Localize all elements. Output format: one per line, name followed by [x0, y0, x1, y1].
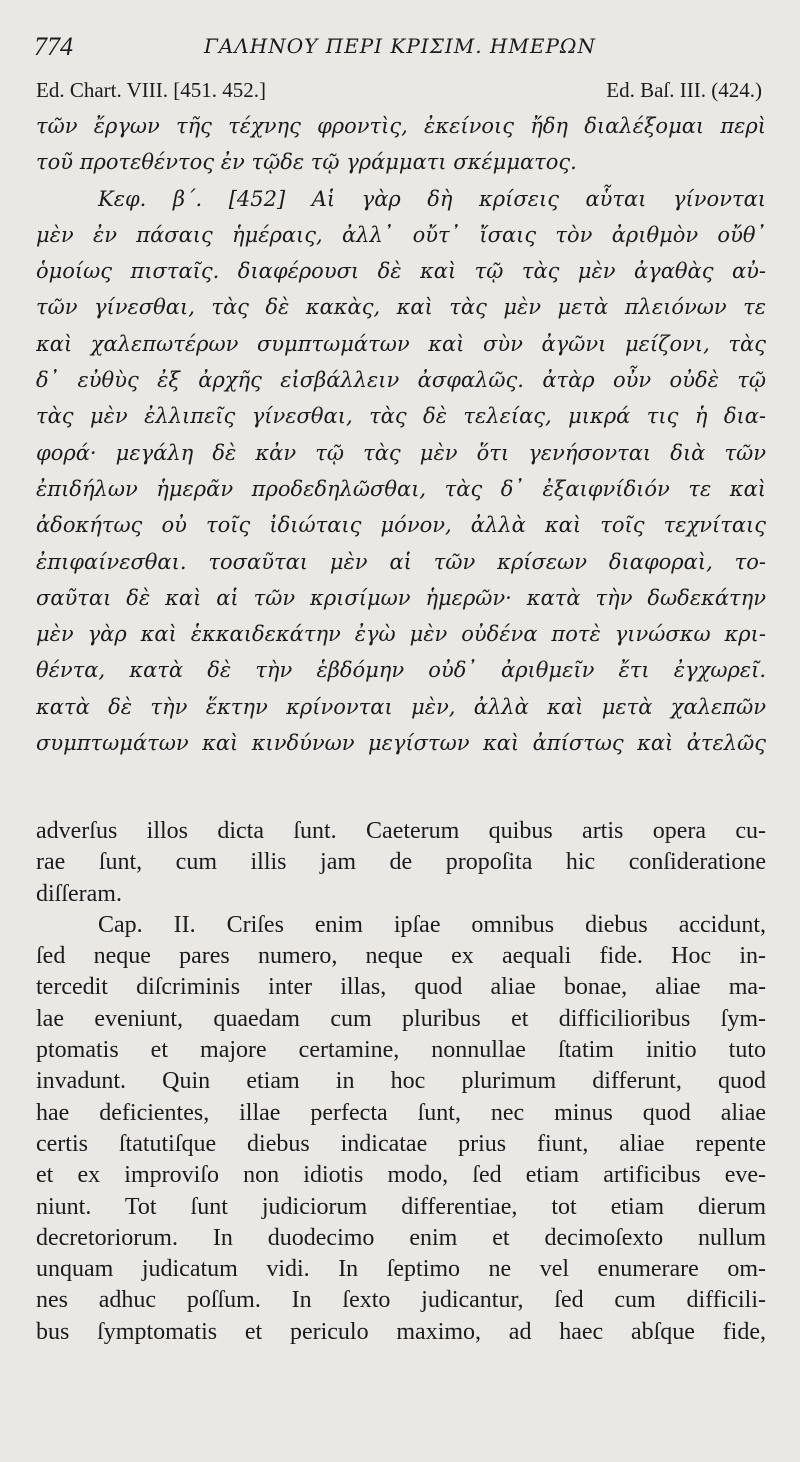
latin-line: diſſeram.	[36, 880, 122, 907]
greek-line: κατὰ δὲ τὴν ἕκτην κρίνονται μὲν, ἀλλὰ καὶ μετὰ χαλεπῶν	[36, 694, 766, 719]
greek-line: ἐπιδήλων ἡμερᾶν προδεδηλῶσθαι, τὰς δ᾽ ἐξαιφνίδιόν τε καὶ	[36, 476, 766, 501]
greek-line: μὲν γὰρ καὶ ἑκκαιδεκάτην ἐγὼ μὲν οὐδένα ποτὲ γινώσκω κρι-	[36, 622, 766, 647]
greek-line: συμπτωμάτων καὶ κινδύνων μεγίστων καὶ ἀπίστως καὶ ἀτελῶς	[36, 731, 766, 756]
greek-text-block	[36, 108, 766, 761]
page-number: 774	[34, 32, 73, 61]
latin-line: unquam judicatum vidi. In ſeptimo ne vel enumerare om-	[36, 1256, 766, 1283]
latin-line: ſed neque pares numero, neque ex aequali fide. Hoc in-	[36, 943, 766, 970]
latin-line: certis ſtatutiſque diebus indicatae prius fiunt, aliae repente	[36, 1130, 766, 1157]
greek-line: ἐπιφαίνεσθαι. τοσαῦται μὲν αἱ τῶν κρίσεων διαφοραὶ, το-	[36, 549, 766, 574]
latin-line: lae eveniunt, quaedam cum pluribus et difficilioribus ſym-	[36, 1005, 766, 1032]
greek-line: τὰς μὲν ἐλλιπεῖς γίνεσθαι, τὰς δὲ τελείας, μικρά τις ἡ δια-	[36, 404, 766, 429]
greek-line: τοῦ προτεθέντος ἐν τῷδε τῷ γράμματι σκέμματος.	[36, 150, 577, 175]
greek-line: ὁμοίως πισταῖς. διαφέρουσι δὲ καὶ τῷ τὰς μὲν ἀγαθὰς αὐ-	[36, 259, 766, 284]
greek-line: ἀδοκήτως οὐ τοῖς ἰδιώταις μόνον, ἀλλὰ καὶ τοῖς τεχνίταις	[36, 513, 766, 538]
greek-line: Κεφ. β΄. [452] Αἱ γὰρ δὴ κρίσεις αὗται γίνονται	[98, 186, 766, 211]
latin-line: rae ſunt, cum illis jam de propoſita hic conſideratione	[36, 849, 766, 876]
greek-line: τῶν γίνεσθαι, τὰς δὲ κακὰς, καὶ τὰς μὲν μετὰ πλειόνων τε	[36, 295, 766, 320]
running-title: ΓΑΛΗΝΟΥ ΠΕΡΙ ΚΡΙΣΙΜ. ΗΜΕΡΩΝ	[203, 34, 596, 58]
latin-line: niunt. Tot ſunt judiciorum differentiae, tot etiam dierum	[36, 1193, 766, 1220]
latin-text-block	[36, 816, 766, 1348]
greek-line: φορά· μεγάλη δὲ κἀν τῷ τὰς μὲν ὅτι γενήσονται διὰ τῶν	[36, 440, 766, 465]
greek-line: μὲν ἐν πάσαις ἡμέραις, ἀλλ᾽ οὔτ᾽ ἴσαις τὸν ἀριθμὸν οὔθ᾽	[36, 222, 766, 247]
greek-line: τῶν ἔργων τῆς τέχνης φροντὶς, ἐκείνοις ἤδη διαλέξομαι περὶ	[36, 114, 766, 138]
latin-line: decretoriorum. In duodecimo enim et decimoſexto nullum	[36, 1224, 766, 1251]
greek-line: δ᾽ εὐθὺς ἐξ ἀρχῆς εἰσβάλλειν ἀσφαλῶς. ἀτὰρ οὖν οὐδὲ τῷ	[36, 368, 766, 393]
latin-line: hae deficientes, illae perfecta ſunt, nec minus quod aliae	[36, 1099, 766, 1126]
edition-chart-reference: Ed. Chart. VIII. [451. 452.]	[36, 78, 266, 102]
latin-line: invadunt. Quin etiam in hoc plurimum differunt, quod	[36, 1068, 766, 1095]
latin-line: adverſus illos dicta ſunt. Caeterum quibus artis opera cu-	[36, 818, 766, 844]
greek-line: καὶ χαλεπωτέρων συμπτωμάτων καὶ σὺν ἀγῶνι μείζονι, τὰς	[36, 331, 766, 356]
latin-line: ptomatis et majore certamine, nonnullae ſtatim initio tuto	[36, 1037, 766, 1064]
edition-basel-reference: Ed. Baſ. III. (424.)	[606, 78, 762, 102]
page-header	[30, 28, 770, 64]
greek-line: σαῦται δὲ καὶ αἱ τῶν κρισίμων ἡμερῶν· κατὰ τὴν δωδεκάτην	[36, 585, 766, 610]
latin-line: tercedit diſcriminis inter illas, quod aliae bonae, aliae ma-	[36, 974, 766, 1001]
latin-line: et ex improviſo non idiotis modo, ſed etiam artificibus eve-	[36, 1162, 766, 1189]
latin-line: Cap. II. Criſes enim ipſae omnibus diebus accidunt,	[98, 911, 766, 938]
greek-line: θέντα, κατὰ δὲ τὴν ἑβδόμην οὐδ᾽ ἀριθμεῖν ἔτι ἐγχωρεῖ.	[36, 658, 766, 683]
latin-line: nes adhuc poſſum. In ſexto judicantur, ſed cum difficili-	[36, 1287, 766, 1314]
edition-references	[36, 78, 762, 106]
latin-line: bus ſymptomatis et periculo maximo, ad haec abſque fide,	[36, 1318, 766, 1345]
